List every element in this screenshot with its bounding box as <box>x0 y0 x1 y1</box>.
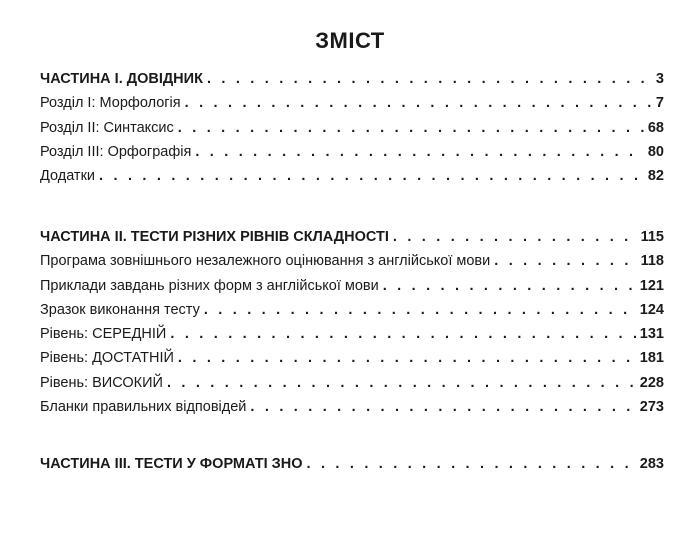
dot-leader <box>250 399 635 415</box>
toc-entry-label: Розділ ІІІ: Орфографія <box>40 143 192 160</box>
toc-entry-page: 115 <box>640 229 664 245</box>
toc-entry <box>40 375 664 399</box>
toc-entry-label: Бланки правильних відповідей <box>40 399 247 416</box>
toc-entry-label: Рівень: ДОСТАТНІЙ <box>40 350 174 367</box>
toc-entry-page: 82 <box>647 168 664 185</box>
toc-entry-page: 3 <box>655 71 664 87</box>
toc-entry-page: 7 <box>655 95 664 112</box>
dot-leader <box>494 253 636 269</box>
toc-entry-label: Додатки <box>40 168 96 185</box>
dot-leader <box>185 95 652 111</box>
toc-entry-page: 118 <box>640 253 664 270</box>
toc-entry-label: Приклади завдань різних форм з англійської мови <box>40 277 379 294</box>
toc-entry-label: ЧАСТИНА ІІІ. ТЕСТИ У ФОРМАТІ ЗНО <box>40 456 303 472</box>
toc-entry-page: 273 <box>639 399 664 416</box>
dot-leader <box>383 278 636 294</box>
toc-entry-page: 181 <box>639 350 664 367</box>
toc-entry-page: 80 <box>647 143 664 160</box>
dot-leader <box>204 302 636 318</box>
toc-entry <box>40 326 664 350</box>
toc-entry-label: ЧАСТИНА І. ДОВІДНИК <box>40 71 203 87</box>
toc-section-part-3 <box>40 456 664 480</box>
toc-entry-page: 228 <box>639 374 664 391</box>
toc-entry <box>40 302 664 326</box>
toc-entry <box>40 71 664 95</box>
toc-entry-label: Зразок виконання тесту <box>40 301 200 318</box>
dot-leader <box>170 326 635 342</box>
toc-entry-label: Рівень: СЕРЕДНІЙ <box>40 326 167 343</box>
toc-entry <box>40 168 664 192</box>
toc-section-part-2 <box>40 229 664 423</box>
dot-leader <box>207 71 652 87</box>
toc-entry <box>40 456 664 480</box>
toc-entry <box>40 120 664 144</box>
toc-entry <box>40 95 664 119</box>
toc-entry-page: 283 <box>639 456 664 472</box>
dot-leader <box>178 120 644 136</box>
toc-entry <box>40 350 664 374</box>
toc-entry-page: 124 <box>639 301 664 318</box>
toc-entry-page: 68 <box>647 119 664 136</box>
toc-entry <box>40 144 664 168</box>
dot-leader <box>393 229 637 245</box>
toc-entry <box>40 278 664 302</box>
toc-section-part-1 <box>40 71 664 192</box>
toc-entry-page: 121 <box>639 277 664 294</box>
toc-entry <box>40 229 664 253</box>
dot-leader <box>307 456 636 472</box>
toc-entry-label: ЧАСТИНА ІІ. ТЕСТИ РІЗНИХ РІВНІВ СКЛАДНОСТІ <box>40 229 389 245</box>
toc-entry-page: 131 <box>639 326 664 343</box>
page-title: ЗМІСТ <box>315 28 385 53</box>
toc-entry-label: Розділ І: Морфологія <box>40 95 181 112</box>
toc-entry <box>40 399 664 423</box>
toc-entry-label: Розділ ІІ: Синтаксис <box>40 119 174 136</box>
dot-leader <box>195 144 644 160</box>
toc-entry-label: Програма зовнішнього незалежного оцінювання з англійської мови <box>40 253 491 270</box>
toc-entry <box>40 253 664 277</box>
dot-leader <box>99 168 644 184</box>
dot-leader <box>167 375 636 391</box>
dot-leader <box>178 350 636 366</box>
toc-entry-label: Рівень: ВИСОКИЙ <box>40 374 163 391</box>
